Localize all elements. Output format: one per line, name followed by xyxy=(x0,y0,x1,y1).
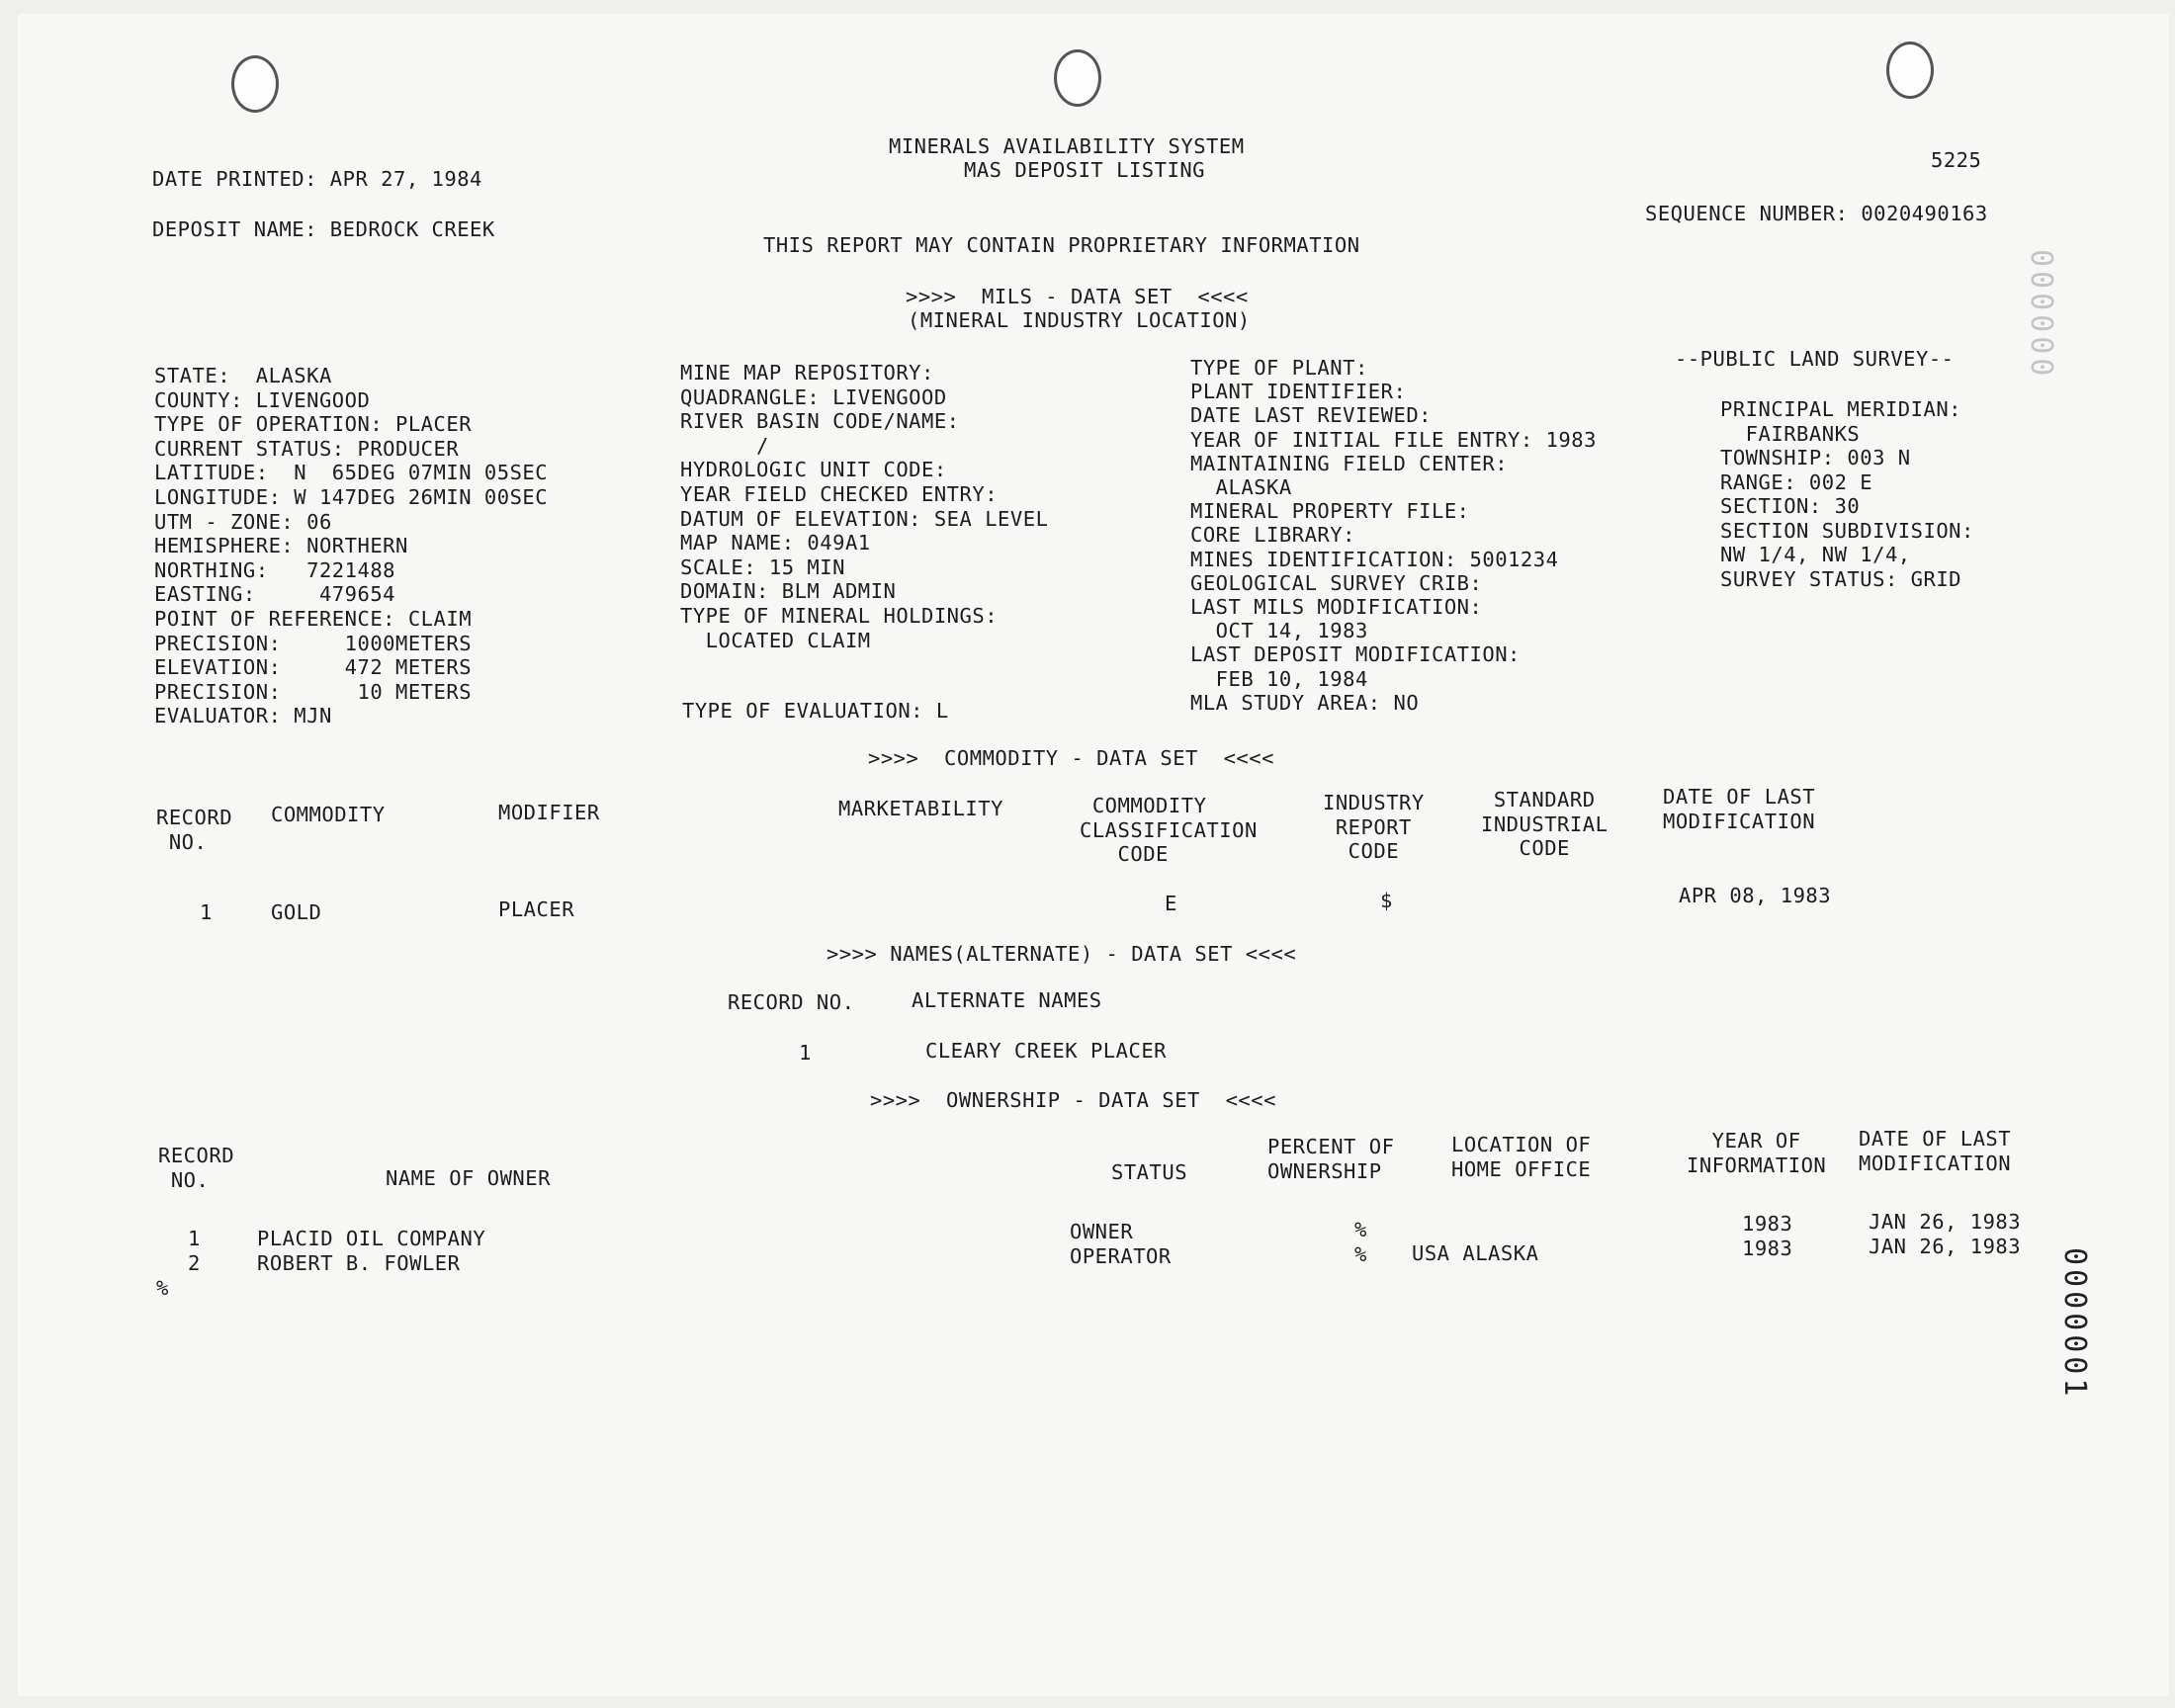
mils-field: DOMAIN: BLM ADMIN xyxy=(680,579,897,604)
punch-hole-left xyxy=(231,55,279,113)
col-header-year-of-information: YEAR OF INFORMATION xyxy=(1687,1129,1827,1177)
mils-field: MAINTAINING FIELD CENTER: xyxy=(1190,451,1509,475)
col-header-name-of-owner: NAME OF OWNER xyxy=(386,1166,551,1190)
col-header-record: RECORD NO. xyxy=(156,806,233,854)
mils-field: MLA STUDY AREA: NO xyxy=(1190,690,1420,715)
col-header-industry-report-code: INDUSTRY REPORT CODE xyxy=(1323,791,1425,864)
cell-status: OWNER xyxy=(1070,1220,1134,1243)
mils-field: ALASKA xyxy=(1190,475,1292,499)
col-header-last-modification: DATE OF LAST MODIFICATION xyxy=(1859,1127,2012,1175)
mils-field: TYPE OF OPERATION: PLACER xyxy=(154,412,473,437)
cell-modifier: PLACER xyxy=(498,897,575,921)
cell-percent: % xyxy=(1354,1218,1367,1241)
mils-field: FEB 10, 1984 xyxy=(1190,666,1368,691)
cell-record: 2 xyxy=(188,1251,201,1275)
punch-hole-center xyxy=(1054,49,1101,107)
mils-field: LAST DEPOSIT MODIFICATION: xyxy=(1190,642,1521,667)
mils-field: SURVEY STATUS: GRID xyxy=(1720,566,1961,591)
page-stamp-faint: 000000 xyxy=(2024,249,2058,381)
mils-field: PRECISION: 1000METERS xyxy=(154,631,473,655)
mils-field: SECTION SUBDIVISION: xyxy=(1720,518,1974,543)
col-header-percent-ownership: PERCENT OF OWNERSHIP xyxy=(1267,1135,1395,1183)
mils-field: / xyxy=(680,433,769,458)
mils-field: YEAR OF INITIAL FILE ENTRY: 1983 xyxy=(1190,427,1597,452)
col-header-last-modification: DATE OF LAST MODIFICATION xyxy=(1663,785,1816,833)
mils-field: LONGITUDE: W 147DEG 26MIN 00SEC xyxy=(154,485,549,509)
col-header-home-office: LOCATION OF HOME OFFICE xyxy=(1451,1133,1592,1181)
mils-field: PRECISION: 10 METERS xyxy=(154,679,473,704)
type-of-evaluation: TYPE OF EVALUATION: L xyxy=(682,699,949,723)
date-printed: DATE PRINTED: APR 27, 1984 xyxy=(152,167,482,191)
mils-heading: >>>> MILS - DATA SET <<<< xyxy=(906,285,1249,308)
mils-field: EVALUATOR: MJN xyxy=(154,704,332,728)
mils-field: PLANT IDENTIFIER: xyxy=(1190,380,1407,404)
mils-field: RANGE: 002 E xyxy=(1720,470,1873,494)
mils-field: HEMISPHERE: NORTHERN xyxy=(154,534,408,558)
cell-home-office: USA ALASKA xyxy=(1412,1241,1539,1265)
cell-record: 1 xyxy=(188,1227,201,1250)
col-header-classification-code: COMMODITY CLASSIFICATION CODE xyxy=(1080,794,1258,867)
mils-field: OCT 14, 1983 xyxy=(1190,619,1368,643)
mils-field: NORTHING: 7221488 xyxy=(154,557,395,582)
mils-field: TYPE OF MINERAL HOLDINGS: xyxy=(680,604,999,628)
mils-field: RIVER BASIN CODE/NAME: xyxy=(680,409,960,434)
cell-year: 1983 xyxy=(1742,1212,1793,1236)
cell-commodity: GOLD xyxy=(271,900,322,924)
mils-field: EASTING: 479654 xyxy=(154,582,395,607)
page-number: 5225 xyxy=(1931,148,1982,172)
mils-field: YEAR FIELD CHECKED ENTRY: xyxy=(680,482,999,506)
col-header-commodity: COMMODITY xyxy=(271,803,386,826)
cell-industry-report-code: $ xyxy=(1380,889,1393,912)
mils-field: LOCATED CLAIM xyxy=(680,628,871,652)
cell-owner-name: PLACID OIL COMPANY xyxy=(257,1227,486,1250)
col-header-record-no: RECORD NO. xyxy=(728,990,855,1014)
public-land-survey-heading: --PUBLIC LAND SURVEY-- xyxy=(1675,347,1955,371)
system-title: MINERALS AVAILABILITY SYSTEM xyxy=(889,134,1245,158)
proprietary-notice: THIS REPORT MAY CONTAIN PROPRIETARY INFORMATION xyxy=(763,233,1360,257)
mils-field: ELEVATION: 472 METERS xyxy=(154,655,473,680)
mils-field: SCALE: 15 MIN xyxy=(680,555,845,579)
mils-field: COUNTY: LIVENGOOD xyxy=(154,387,371,412)
mils-field: QUADRANGLE: LIVENGOOD xyxy=(680,384,947,409)
mils-field: POINT OF REFERENCE: CLAIM xyxy=(154,607,473,631)
mils-field: HYDROLOGIC UNIT CODE: xyxy=(680,458,947,482)
mils-field: TOWNSHIP: 003 N xyxy=(1720,446,1911,470)
cell-year: 1983 xyxy=(1742,1237,1793,1260)
cell-record: 1 xyxy=(799,1041,812,1065)
ownership-heading: >>>> OWNERSHIP - DATA SET <<<< xyxy=(870,1088,1276,1112)
commodity-heading: >>>> COMMODITY - DATA SET <<<< xyxy=(868,746,1274,770)
mils-field: CURRENT STATUS: PRODUCER xyxy=(154,436,460,461)
mils-field: TYPE OF PLANT: xyxy=(1190,356,1368,380)
mils-field: MINES IDENTIFICATION: 5001234 xyxy=(1190,547,1559,571)
col-header-record: RECORD NO. xyxy=(158,1144,235,1192)
cell-last-modification: JAN 26, 1983 xyxy=(1869,1210,2022,1234)
mils-field: STATE: ALASKA xyxy=(154,364,332,387)
cell-record: 1 xyxy=(200,900,213,924)
cell-owner-name: ROBERT B. FOWLER xyxy=(257,1251,461,1275)
mils-field: GEOLOGICAL SURVEY CRIB: xyxy=(1190,570,1483,595)
punch-hole-right xyxy=(1886,42,1934,99)
col-header-status: STATUS xyxy=(1111,1160,1188,1184)
cell-last-modification: APR 08, 1983 xyxy=(1679,884,1832,907)
mils-field: MAP NAME: 049A1 xyxy=(680,531,871,555)
mils-field: LATITUDE: N 65DEG 07MIN 05SEC xyxy=(154,461,549,485)
mils-field: NW 1/4, NW 1/4, xyxy=(1720,543,1911,566)
mils-field: DATUM OF ELEVATION: SEA LEVEL xyxy=(680,506,1049,531)
mils-subheading: (MINERAL INDUSTRY LOCATION) xyxy=(908,308,1251,332)
mils-field: PRINCIPAL MERIDIAN: xyxy=(1720,397,1961,421)
listing-title: MAS DEPOSIT LISTING xyxy=(964,158,1205,182)
mils-field: MINERAL PROPERTY FILE: xyxy=(1190,499,1470,524)
sequence-number: SEQUENCE NUMBER: 0020490163 xyxy=(1645,202,1988,225)
names-heading: >>>> NAMES(ALTERNATE) - DATA SET <<<< xyxy=(826,942,1297,966)
cell-status: OPERATOR xyxy=(1070,1244,1172,1268)
mils-field: FAIRBANKS xyxy=(1720,421,1861,446)
col-header-marketability: MARKETABILITY xyxy=(838,797,1003,820)
col-header-standard-industrial-code: STANDARD INDUSTRIAL CODE xyxy=(1481,788,1609,861)
deposit-name: DEPOSIT NAME: BEDROCK CREEK xyxy=(152,217,495,241)
document-page xyxy=(18,14,2169,1696)
mils-field: UTM - ZONE: 06 xyxy=(154,509,332,534)
cell-classification-code: E xyxy=(1165,892,1177,915)
mils-field: CORE LIBRARY: xyxy=(1190,523,1355,548)
page-stamp: 0000001 xyxy=(2057,1247,2092,1401)
end-marker: % xyxy=(156,1276,169,1300)
cell-percent: % xyxy=(1354,1242,1367,1266)
mils-field: MINE MAP REPOSITORY: xyxy=(680,361,934,384)
mils-field: SECTION: 30 xyxy=(1720,494,1861,518)
col-header-modifier: MODIFIER xyxy=(498,801,600,824)
mils-field: DATE LAST REVIEWED: xyxy=(1190,403,1432,428)
cell-last-modification: JAN 26, 1983 xyxy=(1869,1235,2022,1258)
cell-alternate-name: CLEARY CREEK PLACER xyxy=(925,1039,1167,1063)
mils-field: LAST MILS MODIFICATION: xyxy=(1190,595,1483,619)
col-header-alternate-names: ALTERNATE NAMES xyxy=(912,988,1102,1012)
